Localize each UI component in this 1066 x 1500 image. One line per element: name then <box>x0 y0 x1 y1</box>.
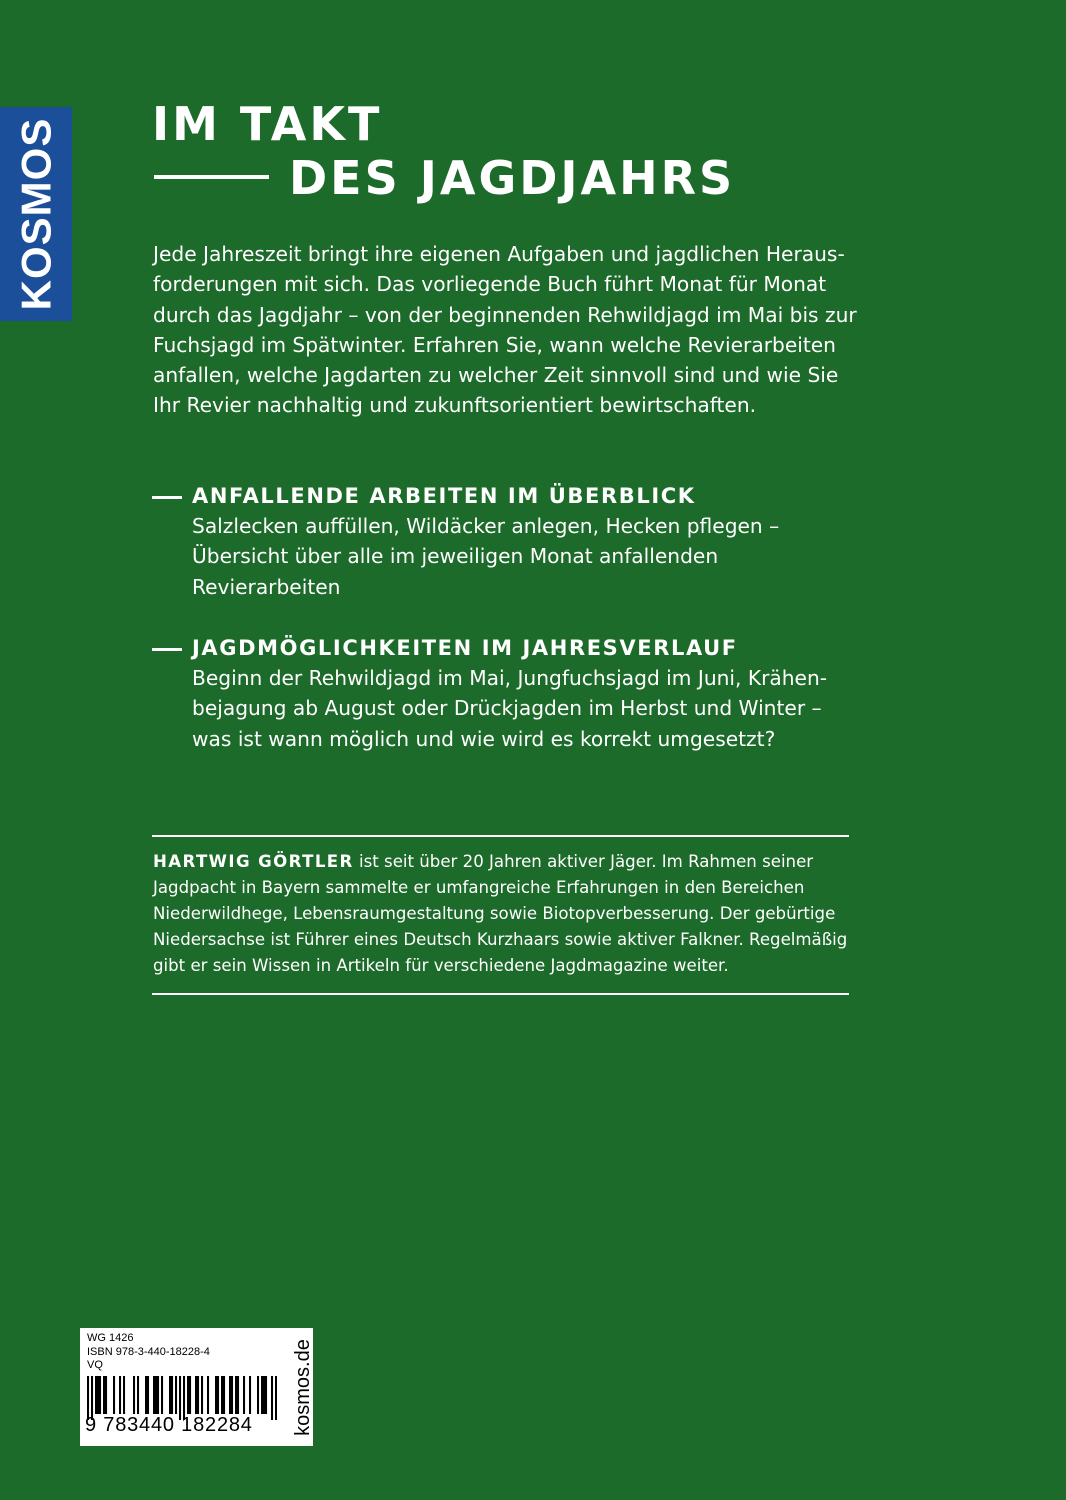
feature-heading: JAGDMÖGLICHKEITEN IM JAHRESVERLAUF <box>192 636 738 660</box>
barcode-bar <box>217 1376 219 1414</box>
barcode-bar <box>161 1376 163 1414</box>
barcode-bar <box>235 1376 237 1414</box>
website-url: kosmos.de <box>291 1338 314 1436</box>
kosmos-brand-tab <box>0 107 72 321</box>
title-rule <box>154 175 269 179</box>
barcode-bar <box>97 1376 99 1414</box>
title-line-1: IM TAKT <box>152 97 383 151</box>
barcode-bar <box>113 1376 115 1414</box>
barcode-bar <box>155 1376 157 1414</box>
barcode-bar <box>105 1376 107 1414</box>
barcode-bar <box>169 1376 171 1414</box>
website-url-box <box>293 1328 313 1446</box>
barcode-bar <box>103 1376 105 1414</box>
vq-code: VQ <box>87 1359 103 1371</box>
barcode-bar <box>223 1376 225 1414</box>
barcode-bar <box>133 1376 135 1414</box>
barcode-digits: 9 783440 182284 <box>85 1414 253 1436</box>
feature-heading: ANFALLENDE ARBEITEN IM ÜBERBLICK <box>192 484 696 508</box>
bio-bottom-rule <box>152 993 849 995</box>
barcode-bar <box>221 1376 223 1414</box>
barcode-bar <box>153 1376 155 1414</box>
barcode-bar <box>249 1376 251 1414</box>
feature-text: Beginn der Rehwildjagd im Mai, Jungfuchsjagd im Juni, Krähenbejagung ab August oder Drückjagden im Herbst und Winter – was ist wann möglich und wie wird es korrekt umgesetzt? <box>192 666 828 751</box>
feature-hunting-options <box>152 633 852 754</box>
author-bio <box>153 849 858 979</box>
barcode-bar <box>207 1376 209 1414</box>
barcode-bar <box>229 1376 231 1414</box>
barcode-bar <box>95 1376 97 1414</box>
wg-number: WG 1426 <box>87 1332 134 1344</box>
barcode-bar <box>187 1376 189 1414</box>
barcode-bar <box>99 1376 101 1414</box>
barcode-bar <box>145 1376 147 1414</box>
barcode-bar <box>261 1376 263 1414</box>
barcode-bar <box>201 1376 203 1414</box>
barcode-bar <box>123 1376 125 1414</box>
author-bio-text: ist seit über 20 Jahren aktiver Jäger. Im Rahmen seiner Jagdpacht in Bayern sammelte er umfangreiche Erfahrungen in den Bereichen Niederwildhege, Lebensraumgestaltung sowie Biotopverbesserung. Der gebürtige Niedersachse ist Führer eines Deutsch Kurzhaars sowie aktiver Falkner. Regelmäßig gibt er sein Wissen in Artikeln für verschiedene Jagdmagazine weiter. <box>153 852 848 975</box>
barcode-bar <box>237 1376 239 1414</box>
barcode-bar <box>171 1376 173 1414</box>
title-line-2: DES JAGDJAHRS <box>289 151 736 205</box>
bio-top-rule <box>152 835 849 837</box>
feature-work-overview <box>152 481 852 602</box>
barcode-bar <box>197 1376 199 1414</box>
barcode-label <box>80 1328 313 1446</box>
barcode-bar <box>195 1376 197 1414</box>
barcode-bar <box>275 1376 277 1420</box>
barcode-bar <box>157 1376 159 1414</box>
barcode-bar <box>189 1376 191 1414</box>
barcode-bar <box>257 1376 259 1414</box>
barcode-bar <box>271 1376 273 1420</box>
feature-dash <box>152 496 182 499</box>
barcode-bar <box>265 1376 267 1414</box>
barcode-bar <box>175 1376 177 1414</box>
isbn-info <box>87 1332 210 1373</box>
kosmos-logo: KOSMOS <box>12 117 59 311</box>
barcode-bar <box>215 1376 217 1414</box>
barcode-bar <box>147 1376 149 1414</box>
barcode-bar <box>231 1376 233 1414</box>
author-name: HARTWIG GÖRTLER <box>153 852 354 871</box>
intro-text: Jede Jahreszeit bringt ihre eigenen Aufgaben und jagdlichen Herausforderungen mit sich. Das vorliegende Buch führt Monat für Monat durch das Jagdjahr – von der beginnenden Rehwildjagd im Mai bis zur Fuchsjagd im Spätwinter. Erfahren Sie, wann welche Revierarbeiten anfallen, welche Jagdarten zu welcher Zeit sinnvoll sind und wie Sie Ihr Revier nachhaltig und zukunftsorientiert bewirtschaften. <box>153 242 857 418</box>
isbn-number: ISBN 978-3-440-18228-4 <box>87 1345 210 1358</box>
barcode-bar <box>263 1376 265 1414</box>
feature-dash <box>152 648 182 651</box>
barcode-bar <box>119 1376 121 1414</box>
barcode-bar <box>137 1376 139 1414</box>
barcode-bar <box>243 1376 245 1414</box>
feature-text: Salzlecken auffüllen, Wildäcker anlegen, Hecken pflegen – Übersicht über alle im jeweiligen Monat anfallenden Revierarbeiten <box>192 514 780 599</box>
